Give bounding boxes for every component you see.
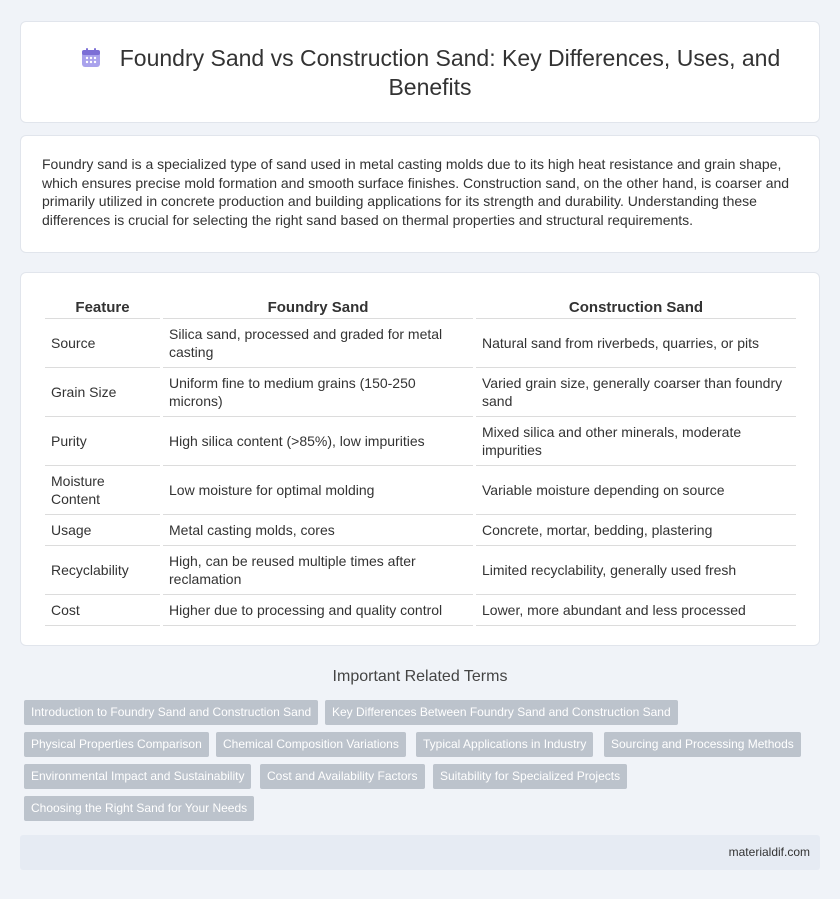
related-term-tag[interactable]: Environmental Impact and Sustainability	[24, 764, 251, 789]
feature-cell: Moisture Content	[45, 466, 160, 515]
construction-cell: Mixed silica and other minerals, moderate impurities	[476, 417, 796, 466]
header-construction-sand: Construction Sand	[476, 295, 796, 319]
related-terms-title: Important Related Terms	[332, 668, 508, 685]
foundry-cell: High silica content (>85%), low impurities	[163, 417, 473, 466]
comparison-card	[20, 272, 820, 646]
footer	[20, 835, 820, 870]
calendar-icon	[80, 47, 102, 69]
comparison-table	[42, 295, 799, 626]
page-title	[71, 44, 789, 102]
related-term-tag[interactable]: Suitability for Specialized Projects	[433, 764, 627, 789]
header-feature: Feature	[45, 295, 160, 319]
construction-cell: Limited recyclability, generally used fresh	[476, 546, 796, 595]
intro-paragraph: Foundry sand is a specialized type of sand used in metal casting molds due to its high heat resistance and grain shape, which ensures precise mold formation and smooth surface finishes. Construction sand, on the other hand, is coarser and primarily utilized in concrete production and building applications for its strength and durability. Understanding these differences is crucial for selecting the right sand based on thermal properties and structural requirements.	[42, 156, 790, 228]
construction-cell: Varied grain size, generally coarser than foundry sand	[476, 368, 796, 417]
feature-cell: Usage	[45, 515, 160, 546]
related-term-tag[interactable]: Cost and Availability Factors	[260, 764, 425, 789]
related-term-tag[interactable]: Physical Properties Comparison	[24, 732, 209, 757]
construction-cell: Natural sand from riverbeds, quarries, or pits	[476, 319, 796, 368]
feature-cell: Recyclability	[45, 546, 160, 595]
related-term-tag[interactable]: Typical Applications in Industry	[416, 732, 593, 757]
related-term-tag[interactable]: Key Differences Between Foundry Sand and Construction Sand	[325, 700, 678, 725]
header-foundry-sand: Foundry Sand	[163, 295, 473, 319]
table-row	[45, 319, 796, 368]
foundry-cell: Metal casting molds, cores	[163, 515, 473, 546]
feature-cell: Grain Size	[45, 368, 160, 417]
foundry-cell: Uniform fine to medium grains (150-250 microns)	[163, 368, 473, 417]
foundry-cell: Silica sand, processed and graded for metal casting	[163, 319, 473, 368]
table-row	[45, 546, 796, 595]
table-row	[45, 515, 796, 546]
related-term-tag[interactable]: Introduction to Foundry Sand and Construction Sand	[24, 700, 318, 725]
intro-card	[20, 135, 820, 253]
related-term-tag[interactable]: Chemical Composition Variations	[216, 732, 406, 757]
related-term-tag[interactable]: Choosing the Right Sand for Your Needs	[24, 796, 254, 821]
table-row	[45, 368, 796, 417]
table-row	[45, 595, 796, 626]
feature-cell: Purity	[45, 417, 160, 466]
title-wrap	[71, 44, 789, 102]
feature-cell: Source	[45, 319, 160, 368]
page-title-text: Foundry Sand vs Construction Sand: Key Differences, Uses, and Benefits	[119, 45, 781, 100]
footer-site-link[interactable]: materialdif.com	[728, 845, 810, 859]
construction-cell: Variable moisture depending on source	[476, 466, 796, 515]
construction-cell: Lower, more abundant and less processed	[476, 595, 796, 626]
header-card	[20, 21, 820, 123]
feature-cell: Cost	[45, 595, 160, 626]
table-row	[45, 417, 796, 466]
construction-cell: Concrete, mortar, bedding, plastering	[476, 515, 796, 546]
table-row	[45, 466, 796, 515]
table-header-row	[45, 295, 796, 319]
foundry-cell: Higher due to processing and quality control	[163, 595, 473, 626]
foundry-cell: High, can be reused multiple times after reclamation	[163, 546, 473, 595]
foundry-cell: Low moisture for optimal molding	[163, 466, 473, 515]
related-term-tag[interactable]: Sourcing and Processing Methods	[604, 732, 801, 757]
